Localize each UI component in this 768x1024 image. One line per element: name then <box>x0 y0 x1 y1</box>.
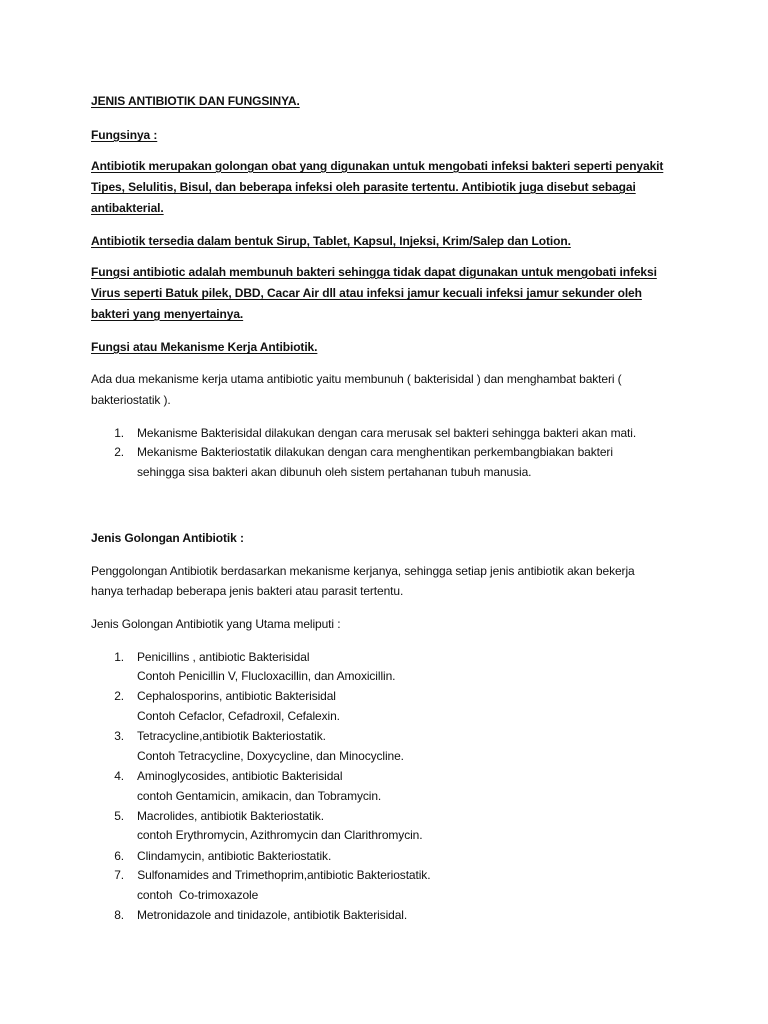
list-number: 5. <box>114 809 124 823</box>
para3-line: Fungsi antibiotic adalah membunuh bakteri sehingga tidak dapat digunakan untuk mengobati infeksi <box>91 265 657 279</box>
para4-line: bakteriostatik ). <box>91 393 171 407</box>
para5-line: hanya terhadap beberapa jenis bakteri atau parasit tertentu. <box>91 584 404 598</box>
list-number: 3. <box>114 729 124 743</box>
mekanisme-heading: Fungsi atau Mekanisme Kerja Antibiotik. <box>91 340 318 354</box>
para3-line: Virus seperti Batuk pilek, DBD, Cacar Air dll atau infeksi jamur kecuali infeksi jamur sekunder oleh <box>91 286 642 300</box>
para2-line: Antibiotik tersedia dalam bentuk Sirup, Tablet, Kapsul, Injeksi, Krim/Salep dan Lotion. <box>91 234 571 248</box>
para3-line: bakteri yang menyertainya. <box>91 307 244 321</box>
document-title: JENIS ANTIBIOTIK DAN FUNGSINYA. <box>91 94 300 108</box>
list-item-continued: contoh Gentamicin, amikacin, dan Tobramycin. <box>137 789 382 803</box>
list-number: 2. <box>114 445 124 459</box>
fungsi-heading: Fungsinya : <box>91 128 158 142</box>
list-item: Clindamycin, antibiotic Bakteriostatik. <box>137 849 332 863</box>
list-item: Metronidazole and tinidazole, antibiotik Bakterisidal. <box>137 908 408 922</box>
list-item-continued: contoh Erythromycin, Azithromycin dan Clarithromycin. <box>137 828 423 842</box>
list-number: 8. <box>114 908 124 922</box>
list-item: Sulfonamides and Trimethoprim,antibiotic Bakteriostatik. <box>134 868 431 882</box>
list-item: Tetracycline,antibiotik Bakteriostatik. <box>137 729 326 743</box>
para4-line: Ada dua mekanisme kerja utama antibiotic yaitu membunuh ( bakterisidal ) dan menghambat bakteri ( <box>91 372 622 386</box>
list-number: 7. <box>114 868 124 882</box>
list-item-continued: contoh Co-trimoxazole <box>137 888 259 902</box>
list-number: 2. <box>114 689 124 703</box>
list-number: 6. <box>114 849 124 863</box>
list-item-continued: Contoh Penicillin V, Flucloxacillin, dan Amoxicillin. <box>137 669 396 683</box>
para1-line: Tipes, Selulitis, Bisul, dan beberapa infeksi oleh parasite tertentu. Antibiotik juga disebut sebagai <box>91 180 636 194</box>
list-number: 1. <box>114 426 124 440</box>
golongan-heading: Jenis Golongan Antibiotik : <box>91 531 244 545</box>
list-item: Cephalosporins, antibiotic Bakterisidal <box>137 689 336 703</box>
para6-line: Jenis Golongan Antibiotik yang Utama meliputi : <box>91 617 341 631</box>
list-number: 4. <box>114 769 124 783</box>
list-item: Aminoglycosides, antibiotic Bakterisidal <box>137 769 343 783</box>
list-item: Mekanisme Bakteriostatik dilakukan dengan cara menghentikan perkembangbiakan bakteri <box>137 445 613 459</box>
list-item-continued: sehingga sisa bakteri akan dibunuh oleh sistem pertahanan tubuh manusia. <box>137 465 532 479</box>
list-item: Macrolides, antibiotik Bakteriostatik. <box>137 809 324 823</box>
list-number: 1. <box>114 650 124 664</box>
list-item: Mekanisme Bakterisidal dilakukan dengan cara merusak sel bakteri sehingga bakteri akan mati. <box>137 426 637 440</box>
para1-line: Antibiotik merupakan golongan obat yang digunakan untuk mengobati infeksi bakteri seperti penyakit <box>91 159 664 173</box>
list-item: Penicillins , antibiotic Bakterisidal <box>137 650 310 664</box>
para1-line: antibakterial. <box>91 201 164 215</box>
list-item-continued: Contoh Tetracycline, Doxycycline, dan Minocycline. <box>137 749 404 763</box>
list-item-continued: Contoh Cefaclor, Cefadroxil, Cefalexin. <box>137 709 340 723</box>
para5-line: Penggolongan Antibiotik berdasarkan mekanisme kerjanya, sehingga setiap jenis antibiotik akan bekerja <box>91 564 635 578</box>
